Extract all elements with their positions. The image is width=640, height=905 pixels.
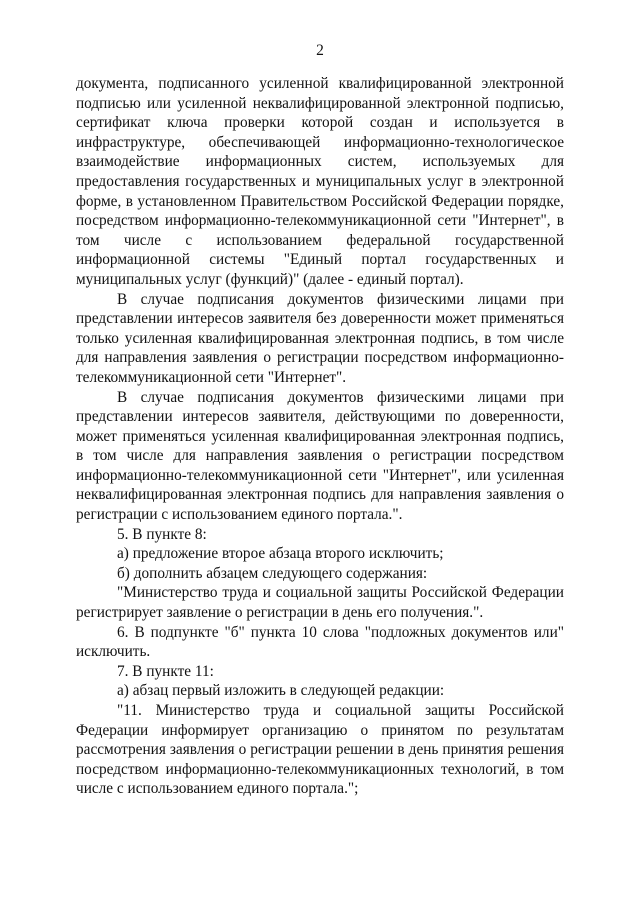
paragraph-signature-without-proxy: В случае подписания документов физическими лицами при представлении интересов заявителя без доверенности может применяться только усиленная квалифицированная электронная подпись, в том числе для направления заявления о регистрации посредством информационно-телекоммуникационной сети "Интернет". [76, 290, 564, 386]
paragraph-continuation: документа, подписанного усиленной квалифицированной электронной подписью или усиленной неквалифицированной электронной подписью, сертификат ключа проверки которой создан и используется в инфраструктуре, обеспечивающей информационно-технологическое взаимодействие информационных систем, используемых для предоставления государственных и муниципальных услуг в электронной форме, в установленном Правительством Российской Федерации порядке, посредством информационно-телекоммуникационной сети "Интернет", в том числе с использованием федеральной государственной информационной системы "Единый портал государственных и муниципальных услуг (функций)" (далее - единый портал). [76, 75, 564, 288]
paragraph-item-7a: а) абзац первый изложить в следующей редакции: [117, 682, 445, 700]
paragraph-quote-item-11: "11. Министерство труда и социальной защиты Российской Федерации информирует организацию о принятом по результатам рассмотрения заявления о регистрации решении в день принятия решения посредством информационно-телекоммуникационных технологий, в том числе с использованием единого портала."; [76, 702, 564, 798]
page-number: 2 [316, 42, 324, 59]
document-body [76, 74, 564, 799]
paragraph-item-5a: а) предложение второе абзаца второго исключить; [117, 545, 444, 563]
paragraph-quote-registration: "Министерство труда и социальной защиты Российской Федерации регистрирует заявление о регистрации в день его получения.". [76, 584, 564, 622]
paragraph-item-5: 5. В пункте 8: [117, 525, 207, 543]
paragraph-signature-with-proxy: В случае подписания документов физическими лицами при представлении интересов заявителя, действующими по доверенности, может применяться усиленная квалифицированная электронная подпись, в том числе для направления заявления о регистрации посредством информационно-телекоммуникационной сети "Интернет", или усиленная неквалифицированная электронная подпись для направления заявления о регистрации с использованием единого портала.". [76, 388, 564, 524]
paragraph-item-7: 7. В пункте 11: [117, 662, 214, 680]
paragraph-item-6: 6. В подпункте "б" пункта 10 слова "подложных документов или" исключить. [76, 623, 564, 661]
paragraph-item-5b: б) дополнить абзацем следующего содержания: [117, 564, 428, 582]
